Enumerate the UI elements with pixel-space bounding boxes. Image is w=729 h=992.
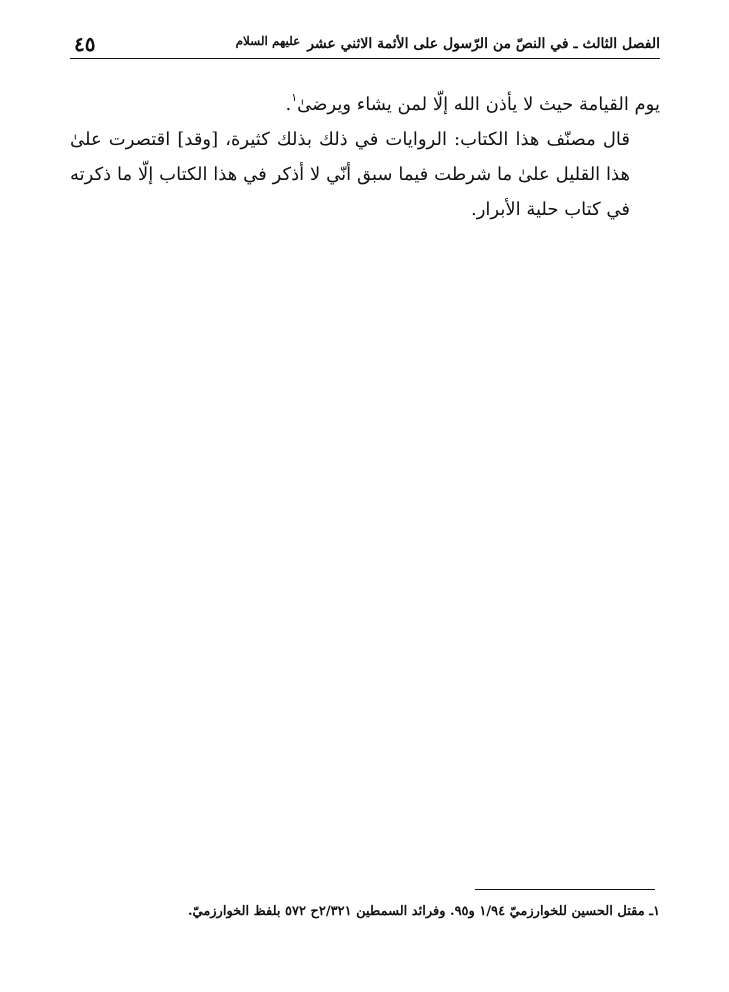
- chapter-title-text: الفصل الثالث ـ في النصّ من الرّسول على الأئمة الاثني عشر: [307, 36, 660, 52]
- text-line-1-end: .: [285, 94, 292, 115]
- honorific-glyph: عليهم السلام: [235, 34, 301, 48]
- footnote-1: ١ـ مقتل الحسين للخوارزميّ ١/٩٤ و٩٥. وفرائد السمطين ٢/٣٢١ح ٥٧٢ بلفظ الخوارزميّ.: [187, 904, 660, 919]
- footnote-reference: ١: [291, 91, 298, 104]
- text-line-1: [70, 80, 660, 122]
- text-line-1-content: يوم القيامة حيث لا يأذن الله إلّا لمن يشاء ويرضىٰ: [297, 94, 660, 115]
- header-divider: [70, 58, 660, 59]
- chapter-title: [236, 34, 660, 52]
- page-number: ٤٥: [74, 32, 96, 56]
- footnote-divider: [475, 889, 655, 890]
- main-text: [70, 80, 660, 227]
- running-head: [70, 30, 660, 58]
- text-paragraph-2: قال مصنّف هذا الكتاب: الروايات في ذلك بذلك كثيرة، [وقد] اقتصرت علىٰ هذا القليل علىٰ ما شرطت فيما سبق أنّي لا أذكر في هذا الكتاب إلّا ما ذكرته في كتاب حلية الأبرار.: [70, 129, 630, 220]
